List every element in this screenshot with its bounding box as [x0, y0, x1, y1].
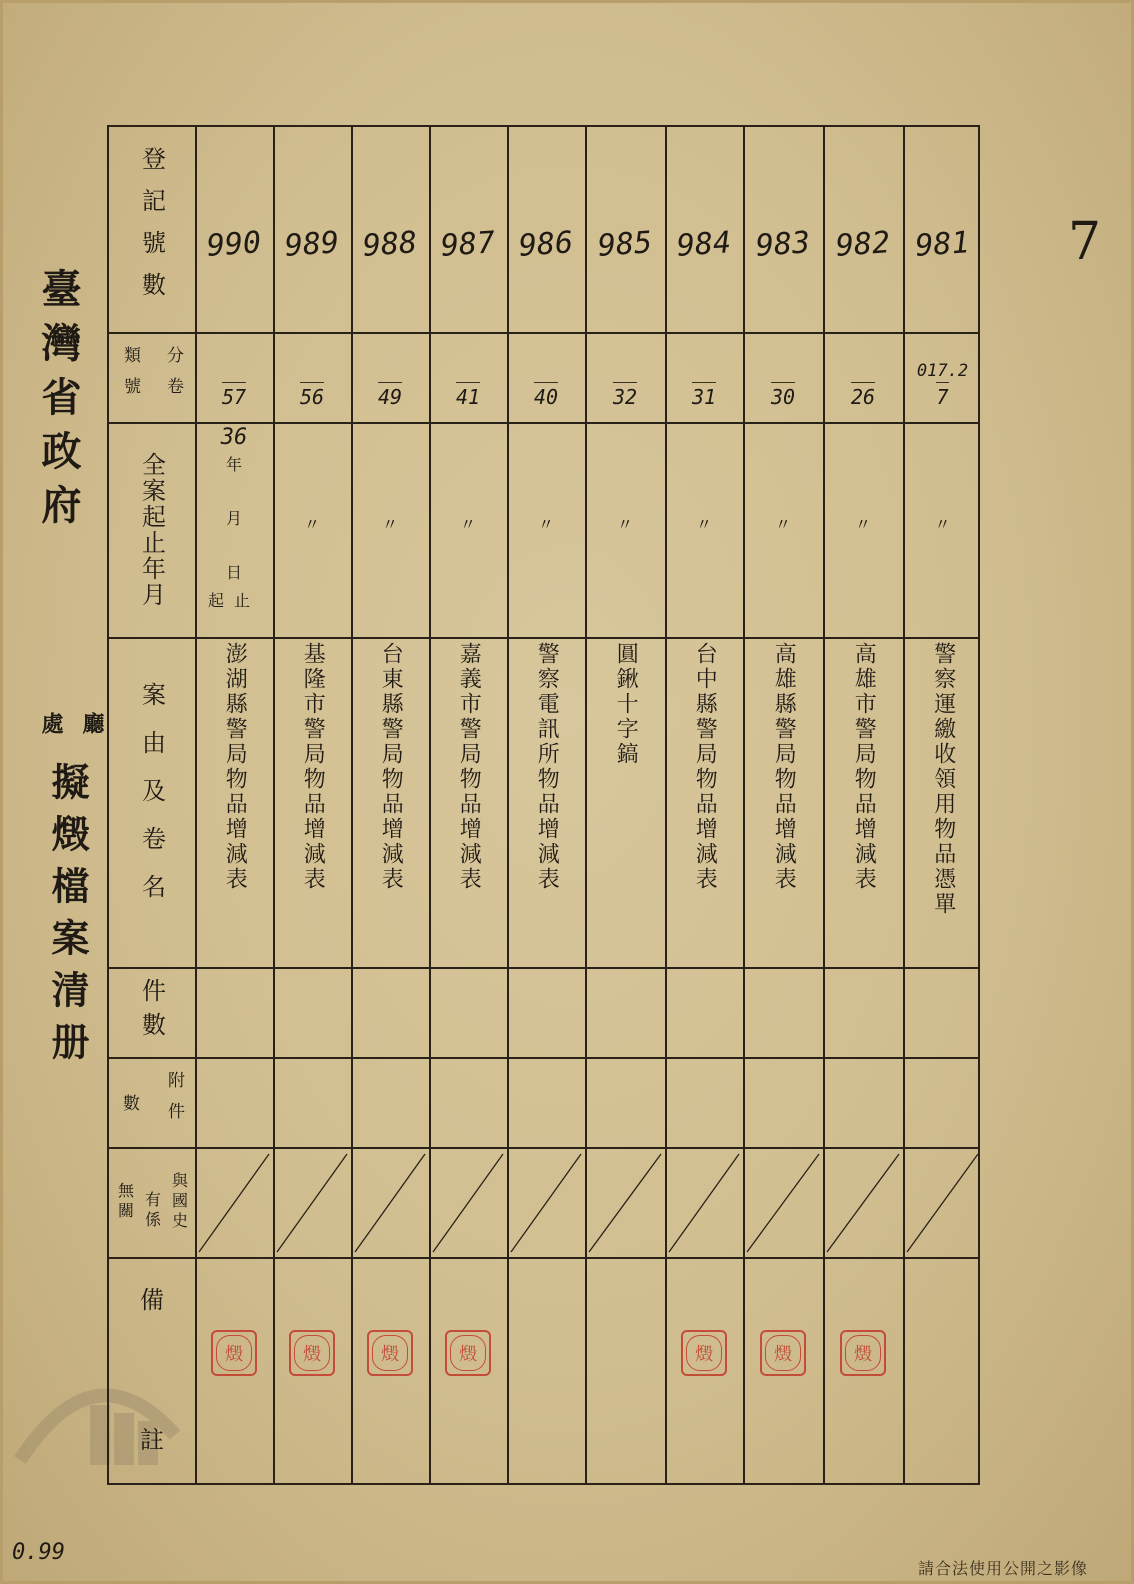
- seal-text: 燬: [225, 1344, 243, 1365]
- destroy-seal-stamp: [760, 1330, 806, 1376]
- slash-line: [827, 1154, 899, 1252]
- header-history-relation: [109, 1147, 195, 1257]
- destroy-seal-stamp: [211, 1330, 257, 1376]
- row-divider: [109, 637, 978, 639]
- reg-number-cell: 988: [361, 225, 419, 264]
- header-attach-b: 數: [119, 1093, 139, 1111]
- col-divider: [585, 127, 587, 1483]
- class-number-cell: 49: [351, 382, 429, 409]
- row-divider: [109, 1147, 978, 1149]
- reg-number-cell: 981: [914, 225, 971, 264]
- destroy-seal-stamp: [367, 1330, 413, 1376]
- class-number-cell: 57: [195, 382, 273, 409]
- destroy-seal-stamp: [681, 1330, 727, 1376]
- subject-cell: 嘉義市警局物品增減表: [456, 642, 482, 892]
- class-number-cell: 26: [823, 382, 903, 409]
- header-period: 全案起止年月: [137, 451, 166, 608]
- header-classification: [109, 332, 195, 422]
- reg-number-cell: 986: [517, 225, 575, 264]
- subject-cell: 警察運繳收領用物品憑單: [930, 642, 956, 917]
- period-year-value: 36: [220, 425, 248, 450]
- subject-cell: 台中縣警局物品增減表: [692, 642, 718, 892]
- reg-number-cell: 985: [596, 225, 654, 264]
- class-number-cell: 41: [429, 382, 507, 409]
- history-slash-mark: [195, 1150, 273, 1256]
- footer-notice: 請合法使用公開之影像: [918, 1559, 1089, 1578]
- slash-line: [907, 1154, 978, 1252]
- department-label-a: 廳: [79, 712, 105, 734]
- subject-cell: 台東縣警局物品增減表: [378, 642, 404, 892]
- class-number-cell: 31: [665, 382, 743, 409]
- destroy-seal-stamp: [289, 1330, 335, 1376]
- label-month: 月: [225, 509, 242, 528]
- reg-number-cell: 984: [675, 225, 733, 264]
- page-mark: 7: [1068, 212, 1102, 272]
- slash-line: [747, 1154, 819, 1252]
- history-slash-mark: [743, 1150, 823, 1256]
- header-cls-a: 分卷: [163, 346, 183, 408]
- history-slash-mark: [429, 1150, 507, 1256]
- row-divider: [109, 1257, 978, 1259]
- header-history-c: 與國史: [169, 1172, 189, 1232]
- period-ditto-cell: 〃: [616, 515, 633, 534]
- records-table: [107, 125, 980, 1485]
- period-ditto-cell: 〃: [934, 515, 951, 534]
- class-number-cell: 40: [507, 382, 585, 409]
- history-slash-mark: [351, 1150, 429, 1256]
- reg-number-cell: 990: [205, 225, 263, 264]
- history-slash-mark: [823, 1150, 903, 1256]
- reg-number-cell: 982: [834, 225, 892, 264]
- slash-line: [511, 1154, 581, 1252]
- header-count: 件數: [137, 978, 166, 1046]
- subject-cell: 高雄縣警局物品增減表: [771, 642, 797, 892]
- row-divider: [109, 967, 978, 969]
- destroy-seal-stamp: [445, 1330, 491, 1376]
- header-remarks-b: 註: [140, 1425, 164, 1454]
- subject-cell: 警察電訊所物品增減表: [534, 642, 560, 892]
- department-labels: [36, 712, 108, 734]
- department-label-b: 處: [38, 712, 64, 734]
- history-slash-mark: [585, 1150, 665, 1256]
- seal-text: 燬: [303, 1344, 321, 1365]
- period-ditto-cell: 〃: [459, 515, 476, 534]
- period-ditto-cell: 〃: [774, 515, 791, 534]
- slash-line: [277, 1154, 347, 1252]
- class-number-cell: 32: [585, 382, 665, 409]
- corner-number: 0.99: [12, 1540, 65, 1565]
- period-ditto-cell: 〃: [695, 515, 712, 534]
- history-slash-mark: [665, 1150, 743, 1256]
- period-ditto-cell: 〃: [303, 515, 320, 534]
- history-slash-mark: [507, 1150, 585, 1256]
- header-remarks-a: 備: [140, 1285, 164, 1314]
- header-subject: 案由及卷名: [137, 682, 166, 922]
- header-cls-b: 類號: [120, 346, 140, 408]
- seal-text: 燬: [381, 1344, 399, 1365]
- history-slash-mark: [273, 1150, 351, 1256]
- seal-text: 燬: [774, 1344, 792, 1365]
- slash-line: [355, 1154, 425, 1252]
- seal-text: 燬: [854, 1344, 872, 1365]
- reg-number-cell: 983: [754, 225, 812, 264]
- subject-cell: 圓鍬十字鎬: [613, 642, 639, 767]
- label-year: 年: [225, 455, 242, 474]
- period-ditto-cell: 〃: [854, 515, 871, 534]
- header-attachments: [109, 1057, 195, 1147]
- list-title: 擬燬檔案清册: [45, 762, 90, 1074]
- row-divider: [109, 1057, 978, 1059]
- reg-number-cell: 989: [283, 225, 341, 264]
- row-divider: [109, 422, 978, 424]
- agency-title: 臺灣省政府: [35, 268, 82, 538]
- slash-line: [669, 1154, 739, 1252]
- class-number-cell: 30: [743, 382, 823, 409]
- class-number-cell: 7: [903, 382, 982, 409]
- subject-cell: 高雄市警局物品增減表: [851, 642, 877, 892]
- seal-text: 燬: [695, 1344, 713, 1365]
- header-reg-no: 登記號數: [137, 145, 166, 314]
- period-date-labels: [195, 427, 273, 609]
- label-start-end: 起止: [207, 591, 260, 610]
- history-slash-mark: [903, 1150, 982, 1256]
- class-number-cell: 56: [273, 382, 351, 409]
- reg-number-cell: 987: [439, 225, 497, 264]
- header-history-a: 無關: [115, 1182, 135, 1222]
- label-day: 日: [225, 563, 242, 582]
- seal-text: 燬: [459, 1344, 477, 1365]
- slash-line: [433, 1154, 503, 1252]
- slash-line: [199, 1154, 269, 1252]
- header-history-b: 有係: [142, 1191, 162, 1231]
- period-ditto-cell: 〃: [381, 515, 398, 534]
- slash-line: [589, 1154, 661, 1252]
- period-ditto-cell: 〃: [537, 515, 554, 534]
- subject-cell: 澎湖縣警局物品增減表: [222, 642, 248, 892]
- row-divider: [109, 332, 978, 334]
- destroy-seal-stamp: [840, 1330, 886, 1376]
- class-number-top-cell: 017.2: [916, 361, 969, 381]
- subject-cell: 基隆市警局物品增減表: [300, 642, 326, 892]
- header-attach-a: 附件: [164, 1071, 184, 1133]
